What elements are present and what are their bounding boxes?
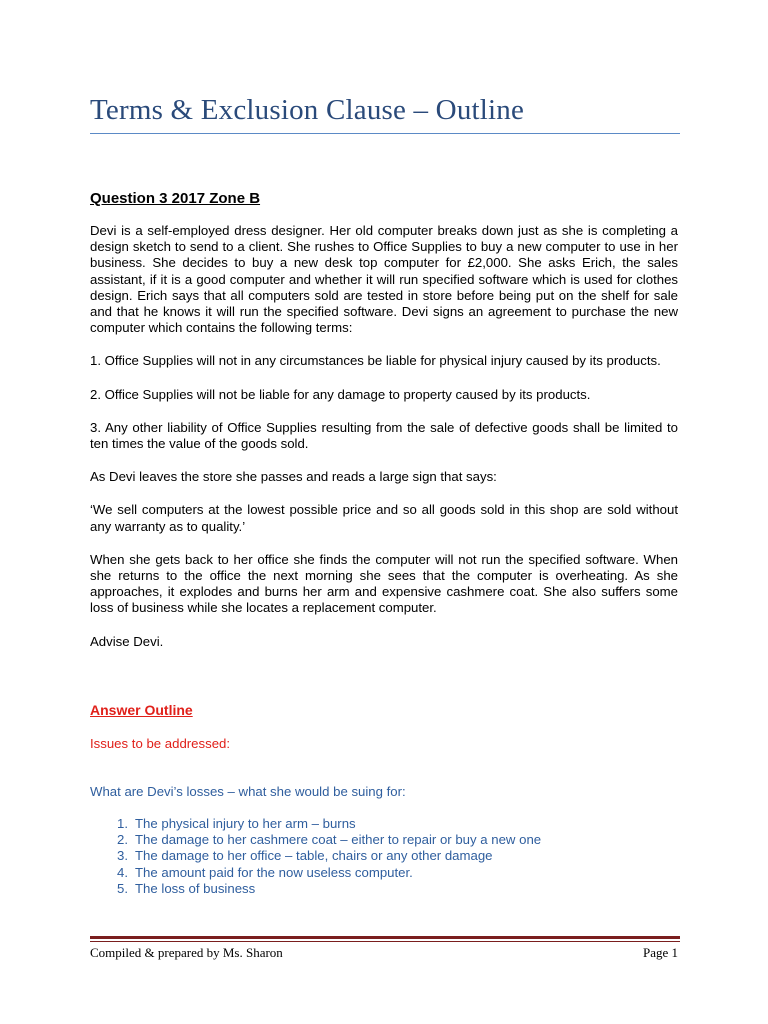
page-number: Page 1: [642, 945, 678, 960]
advise-line: Advise Devi.: [90, 633, 164, 649]
issues-label: Issues to be addressed:: [90, 736, 231, 751]
footer-credit: Compiled & prepared by Ms. Sharon: [90, 945, 283, 960]
outcome-paragraph: When she gets back to her office she finds the computer will not run the specified software. When she returns to the office the next morning she sees that the computer is overheating. As she approaches, it explodes and burns her arm and expensive cashmere coat. She also suffers some loss of business while she locates a replacement computer.: [90, 551, 678, 616]
document-title: Terms & Exclusion Clause – Outline: [90, 94, 525, 126]
question-heading: Question 3 2017 Zone B: [90, 190, 261, 207]
term-1: 1. Office Supplies will not in any circumstances be liable for physical injury caused by its products.: [90, 353, 661, 369]
list-item-number: 2.: [117, 832, 128, 848]
sign-intro: As Devi leaves the store she passes and reads a large sign that says:: [90, 469, 497, 485]
scenario-paragraph: Devi is a self-employed dress designer. Her old computer breaks down just as she is completing a design sketch to send to a client. She rushes to Office Supplies to buy a new computer to use in her business. She decides to buy a new desk top computer for £2,000. She asks Erich, the sales assistant, if it is a good computer and whether it will run specified software which is used for clothes design. Erich says that all computers sold are tested in store before being put on the shelf for sale and that he knows it will run the specified software. Devi signs an agreement to purchase the new computer which contains the following terms:: [90, 223, 678, 336]
footer-rule-thin: [90, 941, 680, 942]
losses-list: [90, 816, 541, 897]
term-3: 3. Any other liability of Office Supplies resulting from the sale of defective goods shall be limited to ten times the value of the goods sold.: [90, 419, 678, 452]
list-item-text: The amount paid for the now useless computer.: [135, 864, 413, 880]
title-divider: [90, 133, 680, 134]
list-item-text: The damage to her office – table, chairs or any other damage: [135, 848, 493, 864]
sign-quote: ‘We sell computers at the lowest possible price and so all goods sold in this shop are sold without any warranty as to quality.’: [90, 502, 678, 534]
list-item-number: 5.: [117, 880, 128, 896]
list-item-number: 4.: [117, 864, 128, 880]
list-item-text: The loss of business: [135, 880, 256, 896]
list-item: [90, 816, 541, 832]
term-2: 2. Office Supplies will not be liable for any damage to property caused by its products.: [90, 386, 591, 402]
losses-intro: What are Devi’s losses – what she would be suing for:: [90, 784, 406, 799]
list-item: [90, 832, 541, 848]
list-item: [90, 865, 541, 881]
question-body: [90, 223, 678, 667]
list-item-number: 3.: [117, 848, 128, 864]
answer-heading: Answer Outline: [90, 702, 193, 718]
list-item: [90, 848, 541, 864]
list-item-text: The physical injury to her arm – burns: [135, 816, 356, 831]
list-item-number: 1.: [117, 816, 128, 831]
list-item-text: The damage to her cashmere coat – either to repair or buy a new one: [135, 832, 542, 848]
footer-rule-thick: [90, 936, 680, 939]
list-item: [90, 881, 541, 897]
